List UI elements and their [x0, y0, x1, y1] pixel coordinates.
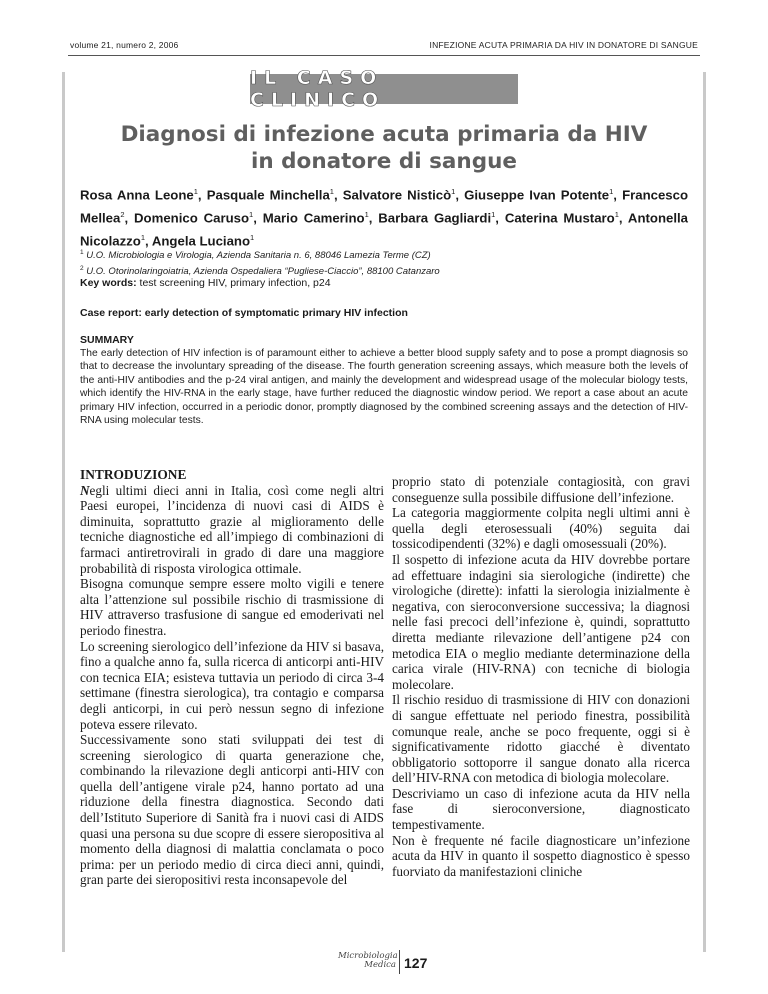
journal-logo-line-2: Medica: [364, 960, 396, 970]
author-name: Caterina Mustaro: [504, 210, 615, 226]
body-paragraph-text: egli ultimi dieci anni in Italia, così come negli altri Paesi europei, l’incidenza di nuovi casi di AIDS è diminuita, soprattutto grazie al miglioramento delle tecniche diagnostiche ed all’impiego di combinazioni di farmaci antiretrovirali in grado di dare una maggiore probabilità di risposta virologica ottimale.: [80, 482, 384, 576]
author-separator: ,: [333, 187, 343, 203]
article-title: [70, 121, 698, 175]
body-paragraph: Il sospetto di infezione acuta da HIV dovrebbe portare ad effettuare indagini sia sierologiche (indirette) che virologiche (dirette): infatti la sierologia inizialmente è negativa, con sieroconversione successiva; la diagnosi nelle fasi precoci dell’infezione è, quindi, soprattutto diretta mediante rilevazione dell’antigene p24 con metodica EIA o meglio mediante determinazione della carica virale (HIV-RNA) con tecniche di biologia molecolare.: [392, 551, 690, 692]
left-margin-rule: [62, 72, 65, 952]
author-name: Mario Camerino: [262, 210, 365, 226]
author-name: Barbara Gagliardi: [378, 210, 492, 226]
author-affiliation-mark: 1: [193, 187, 198, 196]
author-affiliation-mark: 1: [140, 232, 145, 242]
author-separator: ,: [124, 210, 135, 226]
body-paragraph: La categoria maggiormente colpita negli ultimi anni è quella degli eterosessuali (40%) seguita dai tossicodipendenti (32%) e dagli omosessuali (20%).: [392, 505, 690, 552]
running-header-volume: volume 21, numero 2, 2006: [70, 40, 179, 50]
body-column-left: [80, 467, 384, 888]
keywords-text: test screening HIV, primary infection, p24: [139, 277, 331, 289]
author-affiliation-mark: 1: [451, 187, 456, 196]
body-paragraph: [80, 639, 384, 733]
footer-separator: [399, 950, 400, 974]
summary-heading: SUMMARY: [80, 334, 134, 346]
author-name: Salvatore Nisticò: [342, 187, 452, 203]
author-affiliation-mark: 2: [120, 209, 125, 219]
affiliation-text: U.O. Microbiologia e Virologia, Azienda Sanitaria n. 6, 88046 Lamezia Terme (CZ): [86, 250, 431, 262]
keywords-label: Key words:: [80, 277, 137, 289]
affiliation-line: [80, 246, 688, 262]
summary-text: The early detection of HIV infection is of paramount either to achieve a better blood supply safety and to pose a prompt diagnosis so that to decrease the involuntary spreading of the disease. The fourth generation screening assays, which measure both the levels of the anti-HIV antibodies and the p-24 viral antigen, and mainly the development and widespread usage of the molecular biology tests, which identify the HIV-RNA in the early stage, have further reduced the diagnostic window period. We report a case about an acute primary HIV infection, occurred in a periodic donor, promptly diagnosed by the combined screening assays and the detection of HIV-RNA using molecular tests.: [80, 348, 688, 427]
author-separator: ,: [613, 187, 623, 203]
author-name: Giuseppe Ivan Potente: [464, 187, 610, 203]
body-paragraph: Non è frequente né facile diagnosticare un’infezione acuta da HIV in quanto il sospetto diagnostico è spesso fuorviato da manifestazioni cliniche: [392, 832, 690, 879]
author-separator: ,: [253, 210, 263, 226]
body-paragraph: [80, 576, 384, 638]
body-paragraph: Descriviamo un caso di infezione acuta da HIV nella fase di sieroconversione, diagnosticato tempestivamente.: [392, 785, 690, 833]
body-paragraph-text: Successivamente sono stati sviluppati dei test di screening sierologico di quarta generazione che, combinando la rilevazione degli anticorpi anti-HIV con quella dell’antigene virale p24, hanno portato ad una riduzione della finestra diagnostica. Secondo dati dell’Istituto Superiore di Sanità fra i nuovi casi di AIDS quasi una persona su due scopre di essere sieropositiva al momento della diagnosi di malattia conclamata o poco prima: per un periodo medio di circa dieci anni, quindi, gran parte dei sieropositivi resta inconsapevole del: [80, 732, 384, 888]
case-report-title: Case report: early detection of symptomatic primary HIV infection: [80, 307, 408, 319]
body-column-right: [392, 474, 690, 879]
author-affiliation-mark: 1: [250, 232, 255, 242]
body-paragraph: proprio stato di potenziale contagiosità, con gravi conseguenze sulla possibile diffusione dell’infezione.: [392, 474, 690, 505]
author-affiliation-mark: 1: [364, 209, 369, 219]
author-name: Pasquale Minchella: [206, 187, 330, 203]
journal-logo-line-1: Microbiologia: [338, 951, 398, 961]
intro-initial-letter: N: [80, 482, 90, 498]
body-paragraph: [80, 732, 384, 888]
affiliations: [80, 246, 688, 278]
author-affiliation-mark: 1: [249, 209, 254, 219]
article-title-line-2: in donatore di sangue: [251, 149, 517, 174]
body-paragraph-text: Bisogna comunque sempre essere molto vigili e tenere alta l’attenzione sul possibile rischio di trasmissione di HIV attraverso trasfusione di sangue ed emoderivati nel periodo finestra.: [80, 576, 384, 638]
author-affiliation-mark: 1: [609, 187, 614, 196]
section-banner-label: IL CASO CLINICO: [250, 67, 386, 111]
affiliation-text: U.O. Otorinolaringoiatria, Azienda Ospedaliera “Pugliese-Ciaccio”, 88100 Catanzaro: [86, 266, 440, 278]
section-banner: [250, 67, 518, 111]
author-name: Francesco Mellea: [80, 187, 689, 226]
author-separator: ,: [495, 210, 505, 226]
header-rule: [68, 55, 700, 56]
affiliation-number: 2: [80, 265, 84, 273]
journal-logo: [338, 952, 396, 970]
author-separator: ,: [145, 233, 152, 249]
keywords: [80, 277, 688, 289]
author-name: Rosa Anna Leone: [80, 187, 194, 203]
introduction-heading: INTRODUZIONE: [80, 467, 187, 482]
body-paragraph: [80, 483, 384, 577]
author-separator: ,: [455, 187, 465, 203]
affiliation-number: 1: [80, 249, 84, 256]
author-affiliation-mark: 1: [614, 209, 619, 219]
author-separator: ,: [197, 187, 207, 203]
right-margin-rule: [703, 72, 706, 952]
author-name: Angela Luciano: [151, 233, 251, 249]
author-name: Domenico Caruso: [134, 210, 250, 226]
author-separator: ,: [368, 210, 379, 226]
author-affiliation-mark: 1: [329, 187, 334, 196]
author-affiliation-mark: 1: [491, 209, 496, 219]
body-paragraph-text: Lo screening sierologico dell’infezione da HIV si basava, fino a qualche anno fa, sulla ricerca di anticorpi anti-HIV con tecnica EIA; esisteva tuttavia un periodo di circa 3-4 settimane (finestra sierologica), tra contagio e comparsa degli anticorpi, in cui però nessun segno di infezione poteva essere rilevato.: [80, 638, 384, 732]
body-paragraph: Il rischio residuo di trasmissione di HIV con donazioni di sangue effettuate nel periodo finestra, possibilità comunque reale, anche se poco frequente, oggi si è significativamente ridotto giacché è diventato obbligatorio sottoporre il sangue donato alla ricerca dell’HIV-RNA con metodica di biologia molecolare.: [392, 692, 690, 786]
author-name: Antonella Nicolazzo: [80, 210, 688, 249]
article-title-line-1: Diagnosi di infezione acuta primaria da HIV: [120, 122, 648, 147]
author-separator: ,: [618, 210, 628, 226]
page-number: 127: [404, 955, 428, 971]
running-header-title: INFEZIONE ACUTA PRIMARIA DA HIV IN DONATORE DI SANGUE: [429, 40, 698, 50]
affiliation-line: [80, 262, 688, 278]
author-list: [80, 182, 688, 251]
